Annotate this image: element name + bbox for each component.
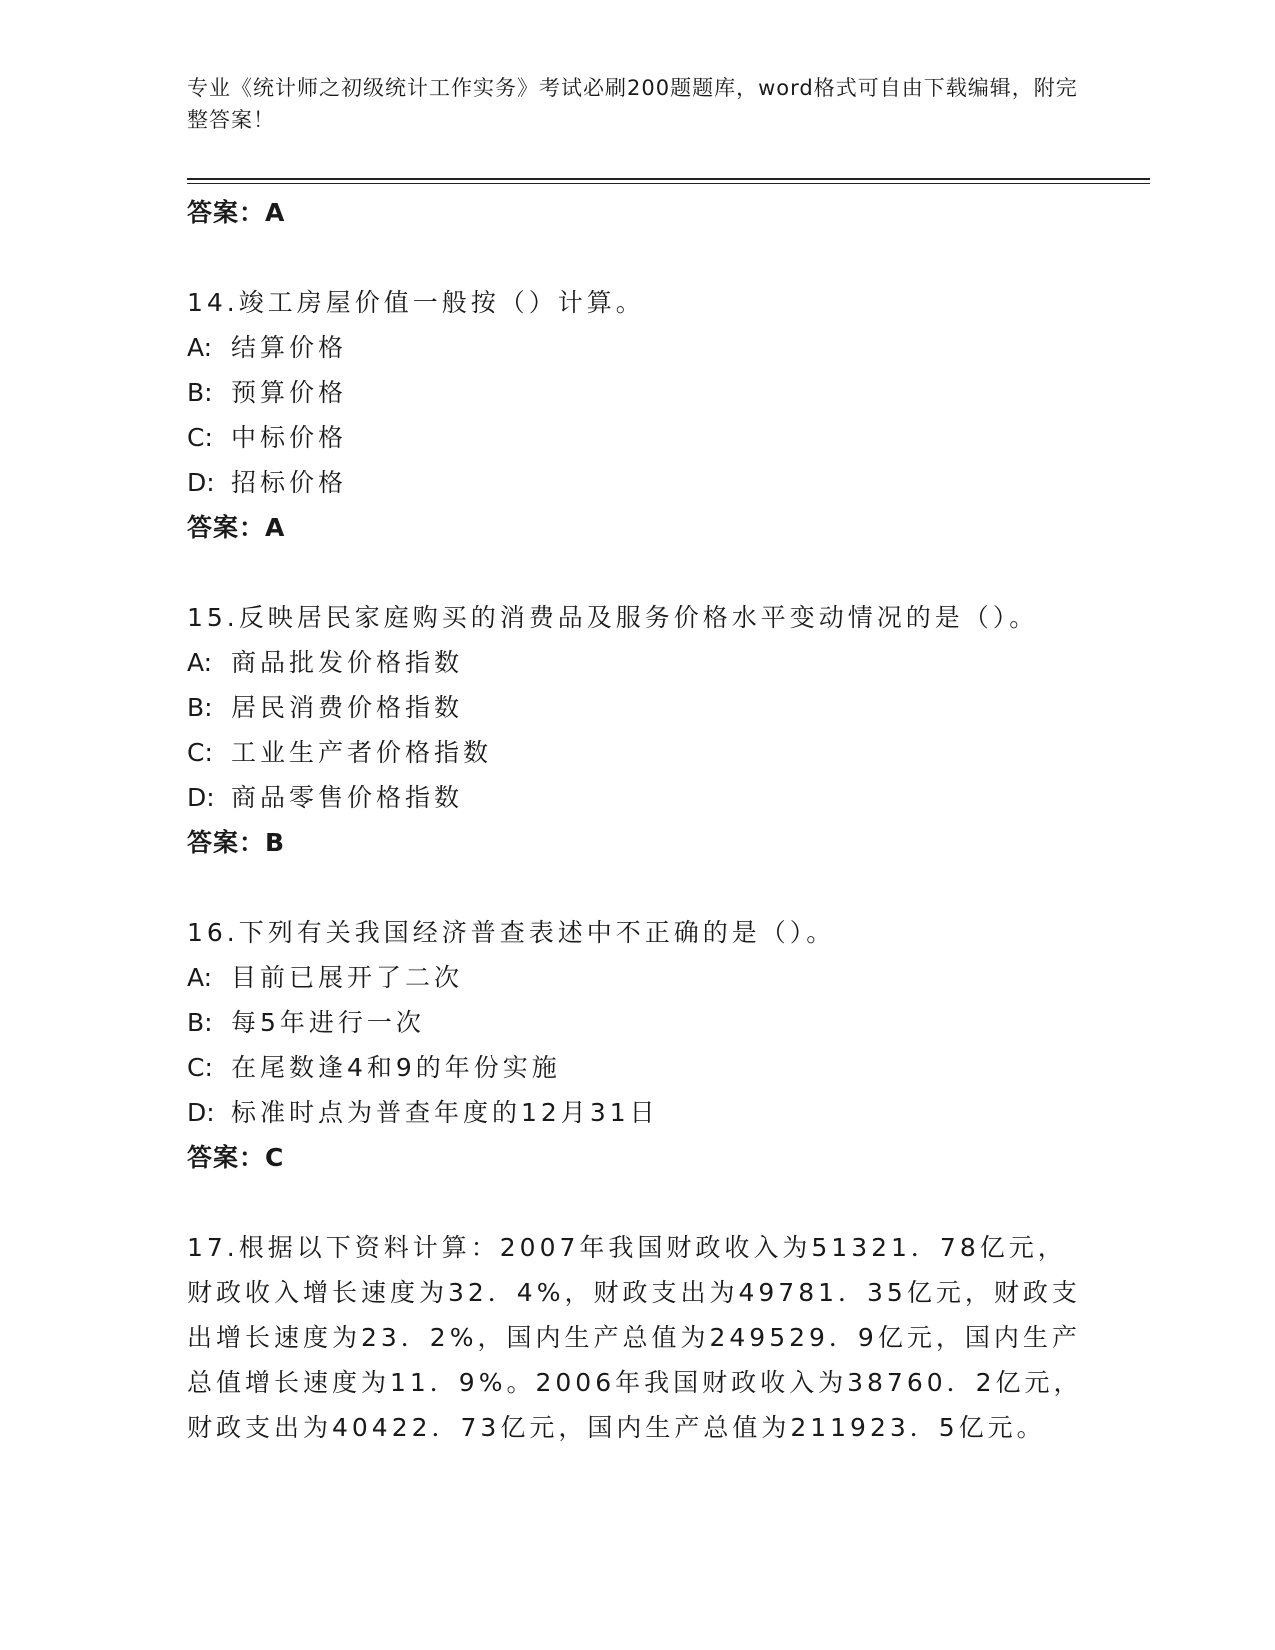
option-label: B:	[187, 693, 213, 722]
question-item	[187, 1225, 1087, 1450]
option-c	[187, 1045, 1087, 1090]
option-text: 商品零售价格指数	[231, 783, 464, 812]
option-text: 每5年进行一次	[231, 1008, 425, 1037]
option-d	[187, 1090, 1087, 1135]
answer-line: 答案：C	[187, 1143, 285, 1172]
option-label: D:	[187, 468, 215, 497]
option-text: 商品批发价格指数	[231, 648, 464, 677]
question-list	[187, 190, 1087, 1495]
option-text: 标准时点为普查年度的12月31日	[231, 1098, 659, 1127]
option-label: D:	[187, 783, 215, 812]
option-b	[187, 685, 1087, 730]
option-label: C:	[187, 423, 213, 452]
option-text: 结算价格	[231, 333, 348, 362]
question-stem: 16.下列有关我国经济普查表述中不正确的是（）。	[187, 918, 836, 947]
option-text: 预算价格	[231, 378, 348, 407]
option-label: A:	[187, 333, 213, 362]
option-label: A:	[187, 648, 213, 677]
option-text: 招标价格	[231, 468, 348, 497]
option-d	[187, 460, 1087, 505]
question-item	[187, 595, 1087, 865]
question-stem: 15.反映居民家庭购买的消费品及服务价格水平变动情况的是（）。	[187, 603, 1039, 632]
option-text: 中标价格	[231, 423, 348, 452]
answer-line: 答案：A	[187, 198, 286, 227]
option-a	[187, 325, 1087, 370]
answer-line: 答案：B	[187, 828, 286, 857]
option-label: C:	[187, 738, 213, 767]
option-c	[187, 415, 1087, 460]
question-stem: 14.竣工房屋价值一般按（）计算。	[187, 288, 645, 317]
header-divider	[187, 178, 1150, 184]
option-text: 工业生产者价格指数	[231, 738, 493, 767]
option-a	[187, 640, 1087, 685]
option-label: D:	[187, 1098, 215, 1127]
option-d	[187, 775, 1087, 820]
option-c	[187, 730, 1087, 775]
option-label: C:	[187, 1053, 213, 1082]
option-label: A:	[187, 963, 213, 992]
option-text: 在尾数逢4和9的年份实施	[231, 1053, 561, 1082]
option-text: 居民消费价格指数	[231, 693, 464, 722]
question-item	[187, 280, 1087, 550]
option-label: B:	[187, 378, 213, 407]
header-title: 专业《统计师之初级统计工作实务》考试必刷200题题库，word格式可自由下载编辑，附完整答案！	[187, 76, 1078, 132]
option-label: B:	[187, 1008, 213, 1037]
answer-line: 答案：A	[187, 513, 286, 542]
document-header	[187, 72, 1087, 136]
question-stem: 17.根据以下资料计算：2007年我国财政收入为51321．78亿元，财政收入增长速度为32．4%，财政支出为49781．35亿元，财政支出增长速度为23．2%，国内生产总值为249529．9亿元，国内生产总值增长速度为11．9%。2006年我国财政收入为38760．2亿元，财政支出为40422．73亿元，国内生产总值为211923．5亿元。	[187, 1233, 1083, 1442]
option-b	[187, 370, 1087, 415]
option-a	[187, 955, 1087, 1000]
option-text: 目前已展开了二次	[231, 963, 464, 992]
question-item	[187, 910, 1087, 1180]
option-b	[187, 1000, 1087, 1045]
